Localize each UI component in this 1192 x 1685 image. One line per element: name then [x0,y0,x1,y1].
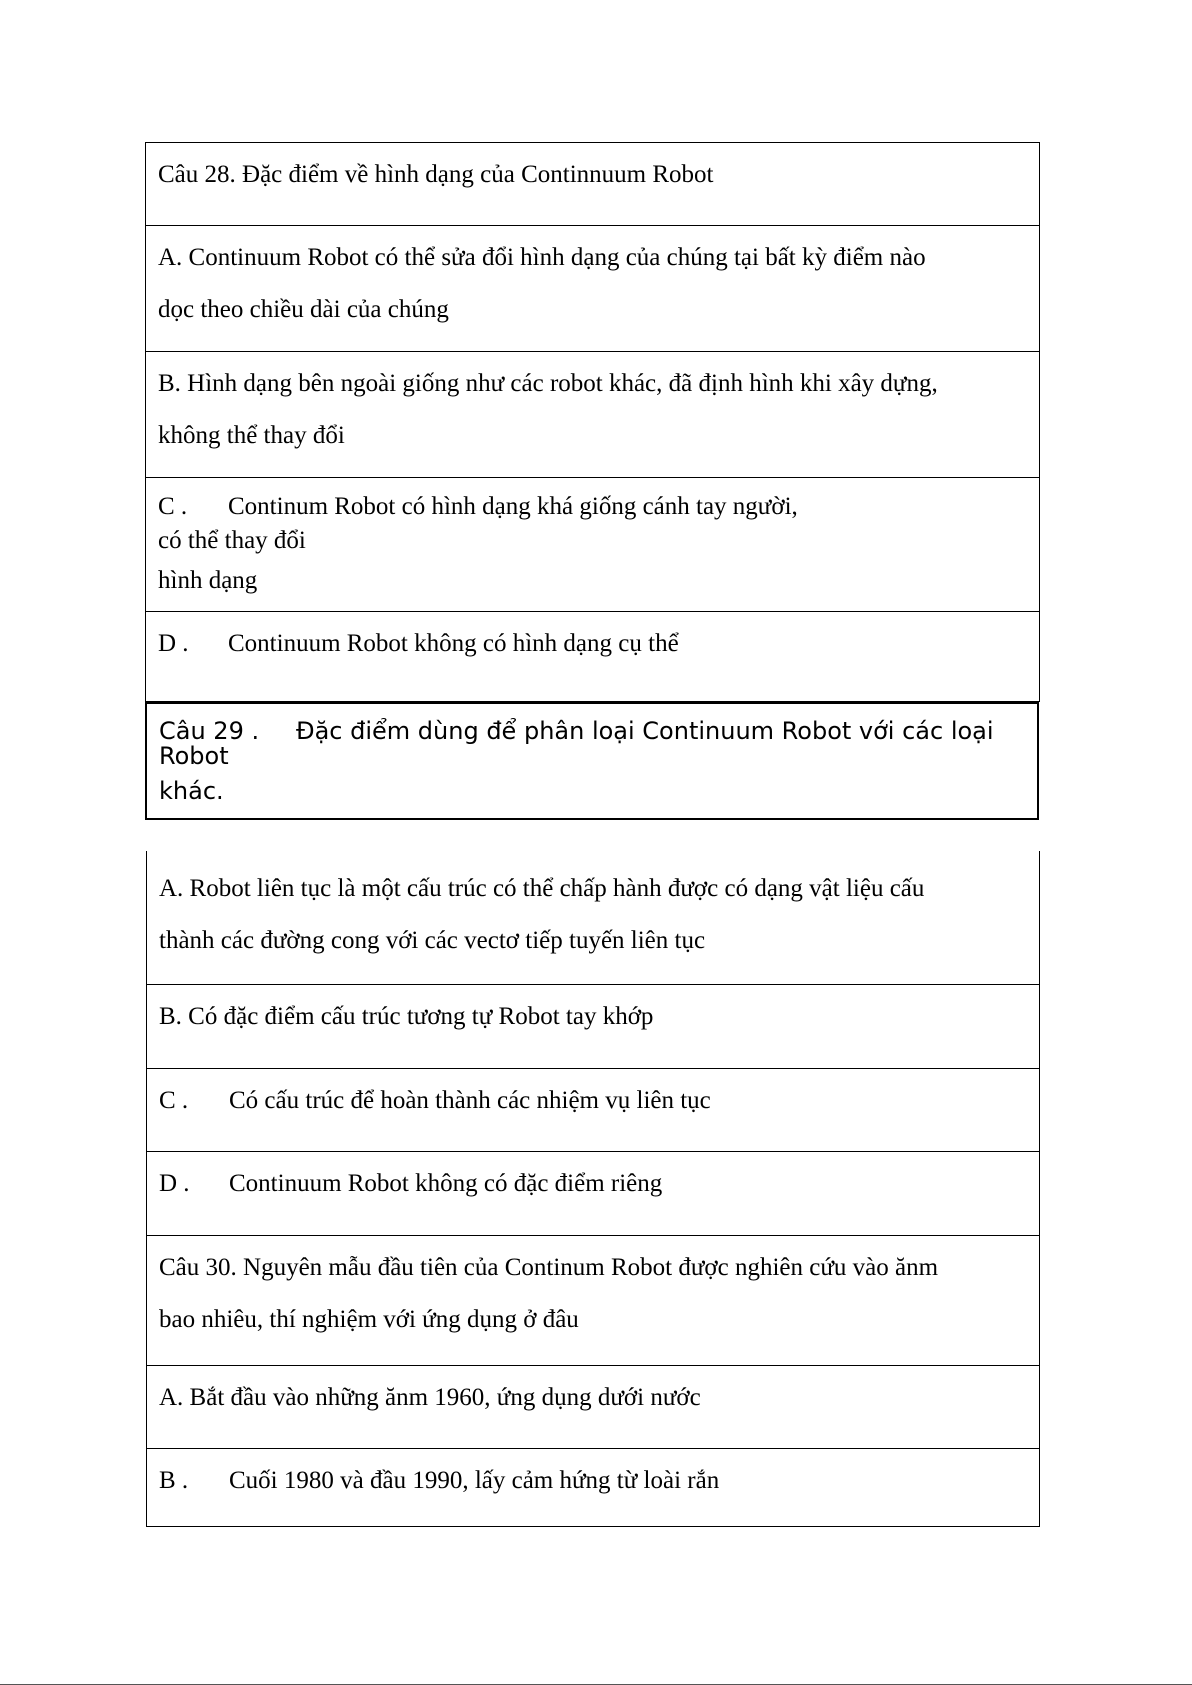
q28-option-c-line2: có thể thay đổi [158,527,306,554]
q28-option-c [146,477,1039,611]
question-29-line3: khác. [159,777,224,805]
q28-option-c-line1: Continum Robot có hình dạng khá giống cánh tay người, [228,493,798,520]
q29-option-a [147,851,1039,984]
q29-option-d-text: Continuum Robot không có đặc điểm riêng [229,1170,663,1197]
q28-option-c-letter: C . [158,493,188,520]
q29-option-d [147,1151,1039,1235]
q28-option-a-line2: dọc theo chiều dài của chúng [158,296,449,323]
question-28-table [145,142,1040,702]
q29-option-c-text: Có cấu trúc để hoàn thành các nhiệm vụ liên tục [229,1087,711,1114]
question-30-line1: Câu 30. Nguyên mẫu đầu tiên của Continum Robot được nghiên cứu vào ănm [159,1254,939,1281]
question-30-text [147,1235,1039,1365]
question-29-header [145,702,1039,820]
question-29-text [147,704,1037,822]
q30-option-b-text: Cuối 1980 và đầu 1990, lấy cảm hứng từ loài rắn [229,1467,720,1494]
q28-option-d-text: Continuum Robot không có hình dạng cụ thể [228,630,679,657]
q30-option-a [147,1365,1039,1448]
q29-option-a-line1: A. Robot liên tục là một cấu trúc có thể chấp hành được có dạng vật liệu cấu [159,875,925,902]
q29-option-b [147,984,1039,1068]
q28-option-a [146,225,1039,351]
q30-option-b-letter: B . [159,1467,189,1494]
q29-option-b-text: B. Có đặc điểm cấu trúc tương tự Robot tay khớp [159,1003,654,1030]
q29-option-a-line2: thành các đường cong với các vectơ tiếp tuyến liên tục [159,927,706,954]
q28-option-c-line3: hình dạng [158,567,258,594]
q30-option-b [147,1448,1039,1527]
q28-option-d-letter: D . [158,630,189,657]
q28-option-b-line1: B. Hình dạng bên ngoài giống như các robot khác, đã định hình khi xây dựng, [158,370,938,397]
question-30-line2: bao nhiêu, thí nghiệm với ứng dụng ở đâu [159,1306,579,1333]
q28-option-a-line1: A. Continuum Robot có thể sửa đổi hình dạng của chúng tại bất kỳ điểm nào [158,244,926,271]
question-28-title: Câu 28. Đặc điểm về hình dạng của Continnuum Robot [158,161,714,188]
question-29-label: Câu 29 . [159,717,260,745]
q28-option-b [146,351,1039,477]
q30-option-a-text: A. Bắt đầu vào những ănm 1960, ứng dụng dưới nước [159,1384,701,1411]
q28-option-d [146,611,1039,703]
q29-option-c-letter: C . [159,1087,189,1114]
question-29-line1: Đặc điểm dùng để phân loại Continuum Robot với các loại [296,717,994,745]
question-29-line2: Robot [159,742,229,770]
q28-option-b-line2: không thể thay đổi [158,422,345,449]
question-29-30-table [146,851,1040,1527]
q29-option-c [147,1068,1039,1151]
q29-option-d-letter: D . [159,1170,190,1197]
question-28-text [146,143,1039,225]
